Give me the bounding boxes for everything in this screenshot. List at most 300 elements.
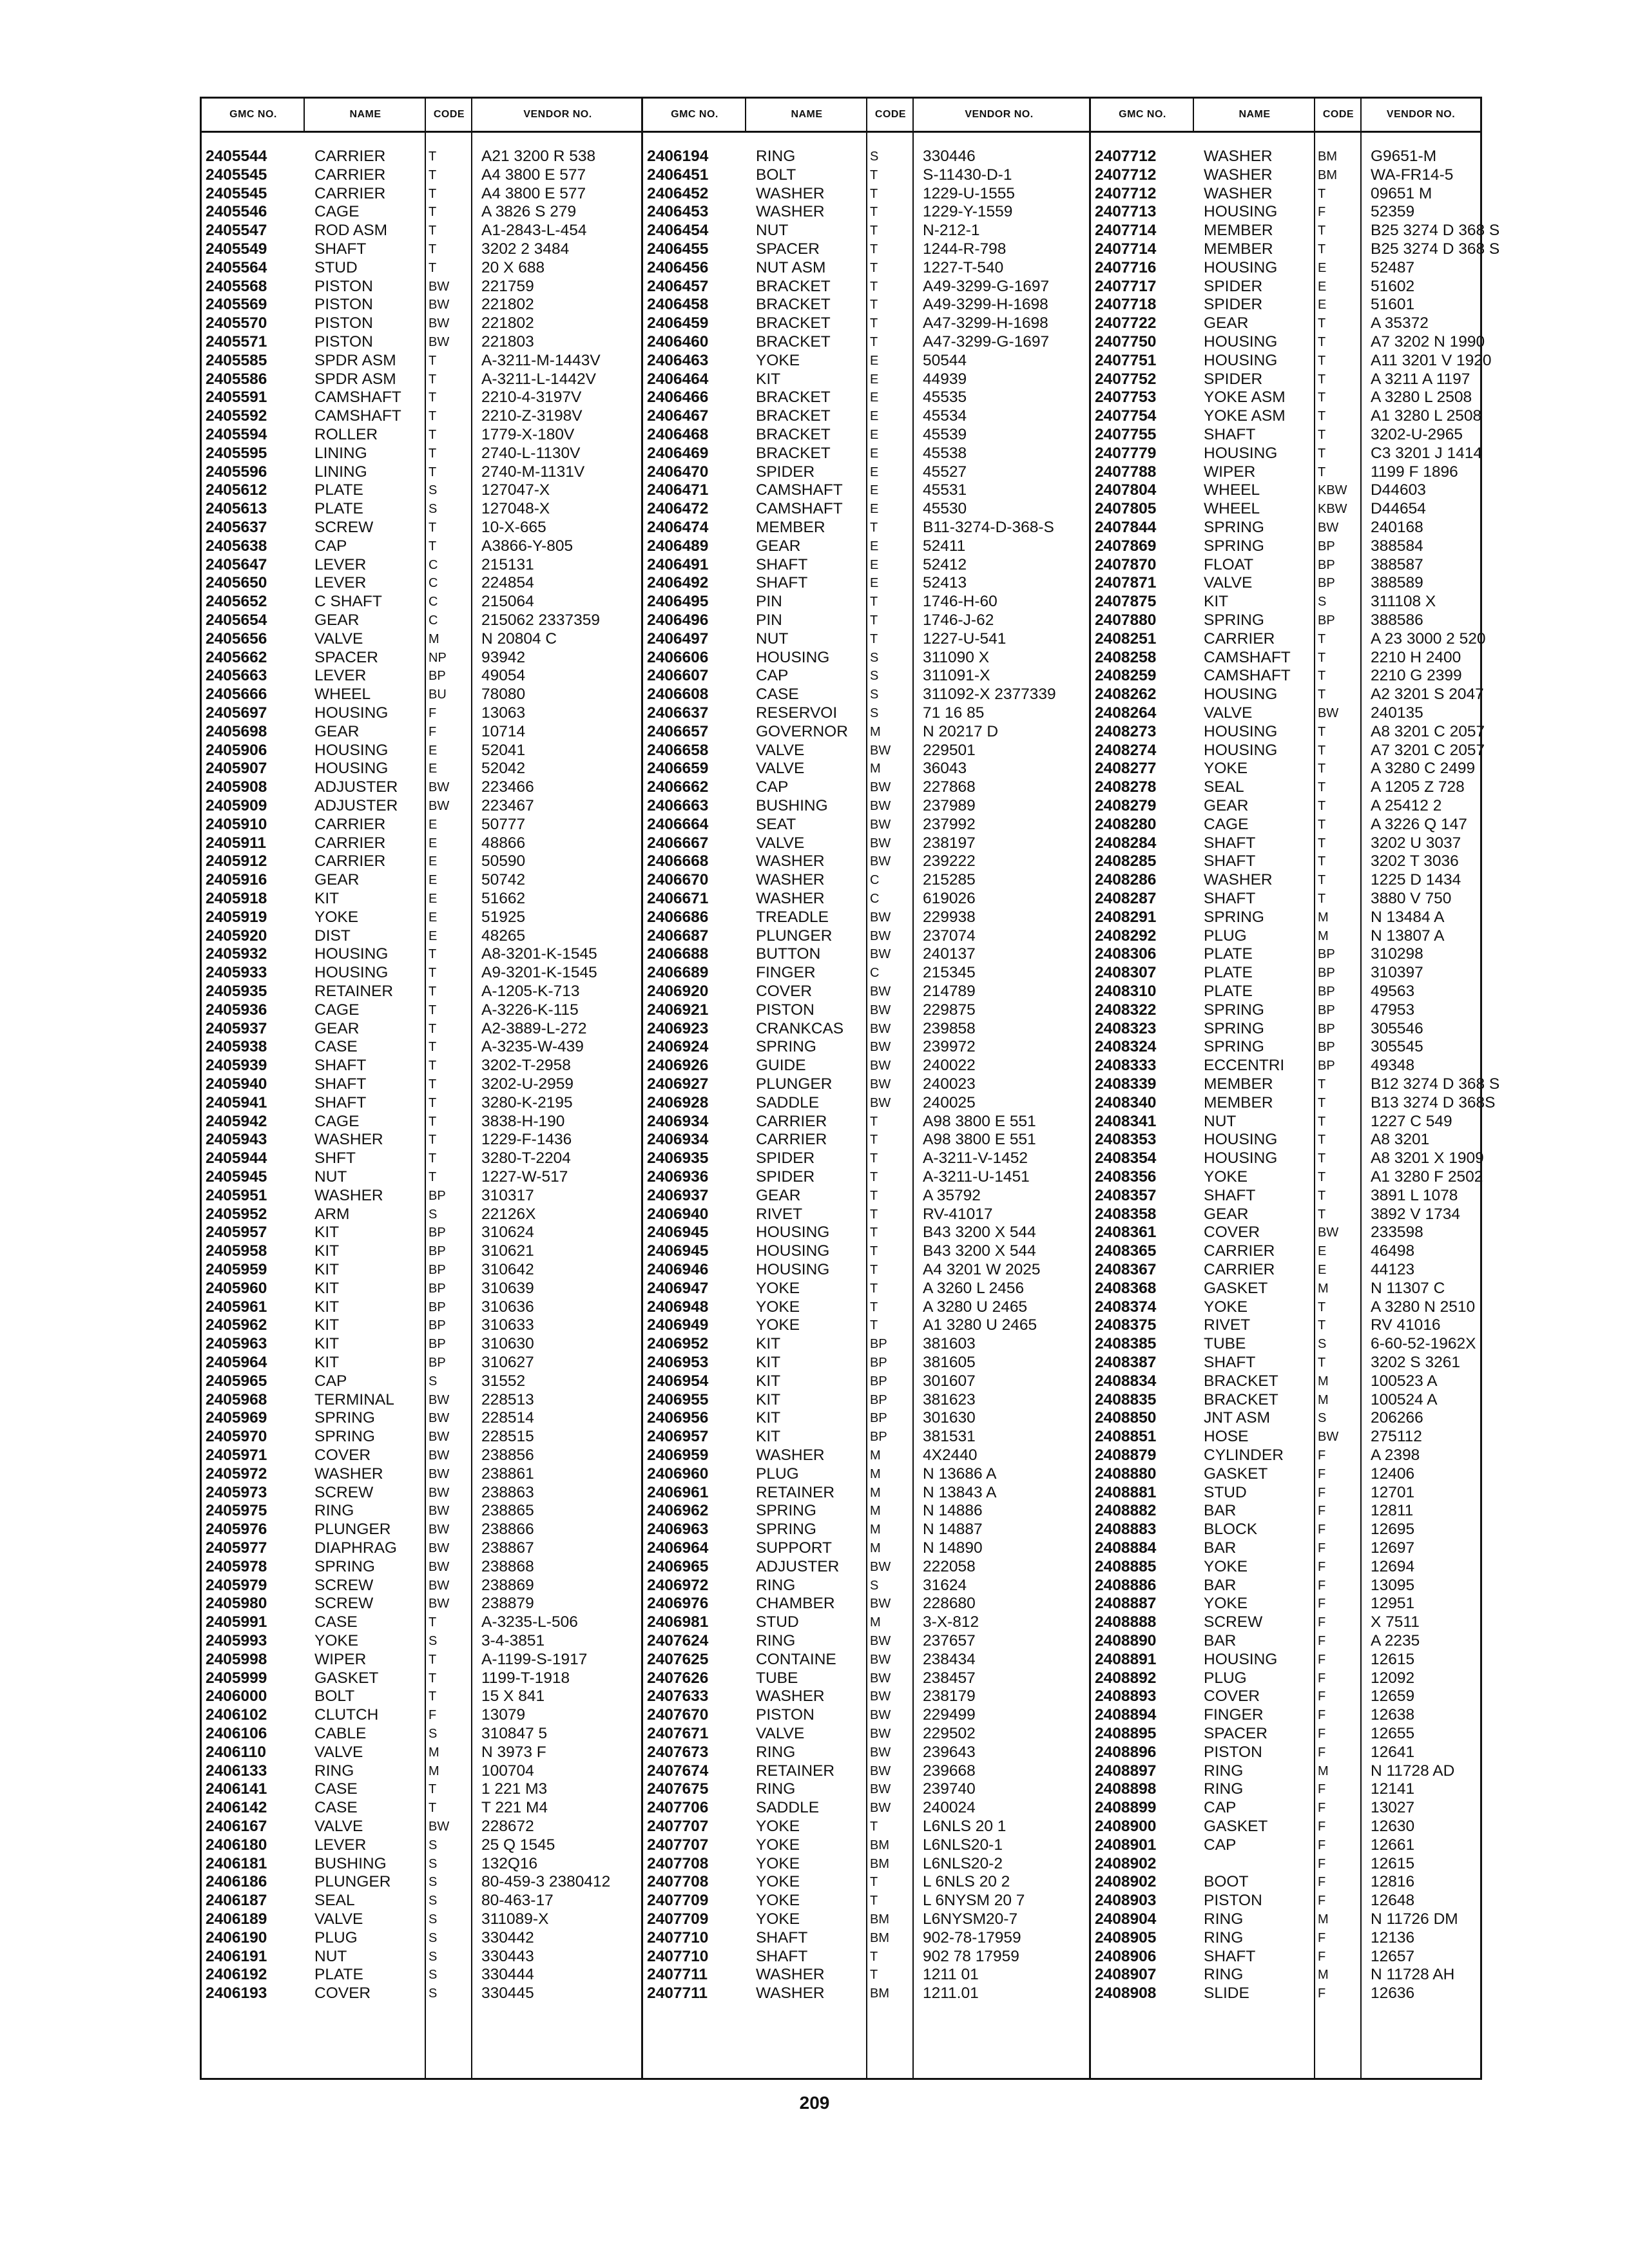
- cell-gmc: 2405654: [206, 611, 267, 629]
- cell-name: VALVE: [314, 1818, 363, 1835]
- cell-code: T: [1318, 353, 1326, 368]
- cell-name: RING: [1204, 1910, 1244, 1928]
- cell-vendor: N 20217 D: [923, 722, 999, 740]
- cell-name: WHEEL: [1204, 481, 1260, 499]
- cell-code: BW: [1318, 1430, 1339, 1445]
- cell-name: C SHAFT: [314, 593, 382, 611]
- cell-name: SCREW: [314, 519, 374, 536]
- cell-name: PLUG: [756, 1465, 799, 1483]
- cell-vendor: 3202-U-2965: [1371, 426, 1463, 443]
- cell-vendor: 311108 X: [1371, 593, 1436, 611]
- cell-name: CARRIER: [756, 1131, 827, 1149]
- cell-vendor: A 35792: [923, 1186, 981, 1204]
- cell-name: CAGE: [314, 203, 360, 221]
- cell-name: CAMSHAFT: [1204, 667, 1291, 685]
- cell-vendor: 619026: [923, 890, 976, 907]
- cell-name: STUD: [1204, 1483, 1247, 1501]
- cell-name: BAR: [1204, 1539, 1237, 1557]
- cell-code: BW: [429, 1411, 450, 1426]
- cell-name: GEAR: [1204, 1205, 1249, 1223]
- cell-vendor: A-3235-W-439: [481, 1038, 584, 1056]
- cell-vendor: RV 41016: [1371, 1316, 1441, 1334]
- cell-name: NUT: [314, 1947, 347, 1965]
- cell-vendor: 52359: [1371, 203, 1415, 221]
- cell-gmc: 2406940: [647, 1205, 709, 1223]
- cell-code: T: [870, 1225, 878, 1240]
- cell-gmc: 2406495: [647, 593, 709, 611]
- cell-code: BP: [1318, 966, 1335, 981]
- cell-vendor: 46498: [1371, 1242, 1415, 1260]
- cell-gmc: 2407670: [647, 1706, 709, 1724]
- cell-gmc: 2406920: [647, 983, 709, 1000]
- cell-code: F: [429, 1708, 437, 1723]
- cell-name: COVER: [314, 1446, 371, 1464]
- cell-vendor: 227868: [923, 778, 976, 796]
- cell-gmc: 2408905: [1095, 1928, 1157, 1946]
- cell-name: MEMBER: [1204, 240, 1273, 258]
- cell-code: KBW: [1318, 483, 1347, 498]
- cell-name: HOUSING: [1204, 444, 1278, 462]
- cell-name: RING: [1204, 1928, 1244, 1946]
- cell-code: BW: [870, 1021, 891, 1036]
- cell-gmc: 2407706: [647, 1799, 709, 1817]
- cell-vendor: 311092-X 2377339: [923, 686, 1056, 704]
- cell-gmc: 2405594: [206, 426, 267, 443]
- cell-gmc: 2406960: [647, 1465, 709, 1483]
- cell-vendor: 240137: [923, 945, 976, 963]
- cell-name: COVER: [1204, 1687, 1260, 1706]
- cell-vendor: N 13807 A: [1371, 927, 1445, 945]
- cell-gmc: 2405963: [206, 1335, 267, 1353]
- cell-name: ECCENTRI: [1204, 1057, 1285, 1075]
- cell-vendor: 51662: [481, 890, 526, 907]
- cell-code: M: [870, 1523, 881, 1537]
- cell-vendor: 12695: [1371, 1521, 1415, 1539]
- cell-code: T: [870, 260, 878, 275]
- cell-vendor: 45531: [923, 481, 967, 499]
- cell-name: SPRING: [314, 1557, 375, 1575]
- cell-name: VALVE: [314, 1743, 363, 1761]
- cell-vendor: 310397: [1371, 964, 1423, 982]
- cell-vendor: B25 3274 D 368 S: [1371, 240, 1500, 258]
- cell-name: PIN: [756, 611, 782, 629]
- cell-name: VALVE: [756, 834, 805, 852]
- cell-vendor: 3892 V 1734: [1371, 1205, 1460, 1223]
- cell-code: T: [870, 205, 878, 220]
- cell-gmc: 2408374: [1095, 1298, 1157, 1316]
- cell-code: F: [1318, 1949, 1326, 1964]
- cell-name: VALVE: [1204, 574, 1253, 592]
- cell-vendor: 228514: [481, 1409, 534, 1427]
- cell-name: KIT: [314, 1279, 340, 1297]
- cell-code: T: [429, 1671, 437, 1686]
- cell-name: SPIDER: [1204, 296, 1263, 314]
- cell-code: BW: [870, 1763, 891, 1778]
- cell-gmc: 2406464: [647, 370, 709, 388]
- cell-gmc: 2408385: [1095, 1335, 1157, 1353]
- cell-gmc: 2407750: [1095, 333, 1157, 351]
- cell-gmc: 2406000: [206, 1687, 267, 1706]
- cell-code: BW: [870, 1689, 891, 1704]
- cell-vendor: 221759: [481, 277, 534, 295]
- cell-vendor: A 35372: [1371, 314, 1429, 332]
- cell-vendor: B25 3274 D 368 S: [1371, 222, 1500, 240]
- cell-name: NUT ASM: [756, 258, 826, 276]
- cell-code: E: [429, 873, 438, 888]
- cell-gmc: 2405936: [206, 1001, 267, 1019]
- cell-gmc: 2405585: [206, 351, 267, 369]
- cell-code: BW: [429, 1597, 450, 1611]
- cell-vendor: 238861: [481, 1465, 534, 1483]
- cell-vendor: 45527: [923, 463, 967, 481]
- cell-name: CAMSHAFT: [314, 389, 401, 407]
- cell-code: BM: [870, 1912, 889, 1927]
- cell-code: M: [870, 1504, 881, 1519]
- cell-name: ADJUSTER: [314, 778, 398, 796]
- cell-vendor: 1229-U-1555: [923, 184, 1016, 202]
- cell-vendor: 311091-X: [923, 667, 990, 685]
- cell-name: CAGE: [1204, 815, 1249, 833]
- cell-vendor: 1211.01: [923, 1984, 979, 2003]
- cell-gmc: 2408353: [1095, 1131, 1157, 1149]
- cell-gmc: 2405935: [206, 983, 267, 1000]
- cell-name: SEAL: [314, 1892, 355, 1910]
- cell-gmc: 2405546: [206, 203, 267, 221]
- cell-vendor: 3280-T-2204: [481, 1149, 571, 1168]
- cell-gmc: 2408907: [1095, 1966, 1157, 1984]
- cell-name: SPACER: [1204, 1725, 1268, 1742]
- cell-vendor: 49348: [1371, 1057, 1415, 1075]
- cell-vendor: WA-FR14-5: [1371, 166, 1454, 184]
- cell-name: HOUSING: [756, 1224, 830, 1242]
- cell-gmc: 2406102: [206, 1706, 267, 1724]
- cell-name: SCREW: [1204, 1613, 1263, 1631]
- cell-vendor: 1746-H-60: [923, 593, 998, 611]
- cell-gmc: 2405961: [206, 1298, 267, 1316]
- cell-code: BW: [429, 1430, 450, 1445]
- cell-code: T: [1318, 316, 1326, 331]
- cell-name: SPRING: [314, 1428, 375, 1446]
- cell-gmc: 2405973: [206, 1483, 267, 1501]
- cell-gmc: 2405945: [206, 1168, 267, 1186]
- cell-code: E: [1318, 1244, 1327, 1259]
- cell-name: CAP: [1204, 1836, 1237, 1854]
- cell-code: F: [429, 706, 437, 720]
- cell-code: BW: [870, 1801, 891, 1816]
- cell-code: T: [429, 521, 437, 535]
- cell-gmc: 2406459: [647, 314, 709, 332]
- cell-vendor: 71 16 85: [923, 704, 985, 722]
- cell-name: KIT: [314, 1316, 340, 1334]
- cell-name: VALVE: [756, 1725, 805, 1742]
- cell-code: S: [429, 1374, 438, 1389]
- cell-vendor: 51925: [481, 908, 526, 926]
- cell-code: BP: [1318, 1059, 1335, 1073]
- cell-code: T: [870, 316, 878, 331]
- cell-gmc: 2407871: [1095, 574, 1157, 592]
- cell-vendor: 239858: [923, 1019, 976, 1037]
- cell-name: YOKE: [1204, 1168, 1248, 1186]
- cell-name: ADJUSTER: [756, 1557, 840, 1575]
- group-divider: [641, 99, 643, 2078]
- page-number: 209: [799, 2093, 830, 2113]
- cell-name: WHEEL: [314, 686, 371, 704]
- cell-name: SHAFT: [1204, 852, 1256, 870]
- cell-gmc: 2408273: [1095, 722, 1157, 740]
- cell-code: T: [870, 1300, 878, 1314]
- cell-code: BW: [429, 1541, 450, 1555]
- cell-code: F: [1318, 1801, 1326, 1816]
- cell-code: S: [429, 1912, 438, 1927]
- cell-vendor: 52412: [923, 555, 967, 573]
- cell-vendor: 206266: [1371, 1409, 1423, 1427]
- column-divider: [471, 99, 472, 2078]
- cell-vendor: N 14887: [923, 1521, 983, 1539]
- parts-table: [200, 97, 1500, 2080]
- cell-name: SPIDER: [756, 1168, 815, 1186]
- cell-vendor: A8 3201: [1371, 1131, 1430, 1149]
- cell-vendor: 310630: [481, 1335, 534, 1353]
- cell-code: S: [429, 1875, 438, 1890]
- cell-code: C: [429, 595, 438, 610]
- cell-gmc: 2406923: [647, 1019, 709, 1037]
- cell-gmc: 2408884: [1095, 1539, 1157, 1557]
- cell-name: KIT: [756, 1390, 781, 1408]
- cell-name: GASKET: [314, 1669, 379, 1687]
- cell-gmc: 2405906: [206, 741, 267, 759]
- cell-code: BP: [429, 669, 446, 684]
- cell-code: T: [1318, 390, 1326, 405]
- cell-vendor: 1199 F 1896: [1371, 463, 1458, 481]
- cell-gmc: 2406455: [647, 240, 709, 258]
- cell-code: M: [870, 724, 881, 739]
- cell-name: BRACKET: [756, 426, 831, 443]
- cell-gmc: 2405968: [206, 1390, 267, 1408]
- cell-code: BP: [1318, 1003, 1335, 1017]
- cell-gmc: 2405951: [206, 1186, 267, 1204]
- header-name: NAME: [349, 109, 381, 120]
- cell-gmc: 2407708: [647, 1873, 709, 1891]
- cell-vendor: 3202-T-2958: [481, 1057, 571, 1075]
- cell-code: T: [1318, 465, 1326, 479]
- cell-name: NUT: [756, 222, 789, 240]
- cell-gmc: 2407716: [1095, 258, 1157, 276]
- cell-name: YOKE: [756, 1836, 800, 1854]
- cell-vendor: 49563: [1371, 983, 1415, 1000]
- cell-vendor: 275112: [1371, 1428, 1422, 1446]
- cell-vendor: 238879: [481, 1595, 534, 1613]
- cell-name: PLUNGER: [314, 1521, 391, 1539]
- cell-vendor: N 13484 A: [1371, 908, 1445, 926]
- cell-vendor: 310624: [481, 1224, 534, 1242]
- cell-name: RETAINER: [314, 983, 394, 1000]
- cell-vendor: 3838-H-190: [481, 1112, 565, 1130]
- cell-gmc: 2407626: [647, 1669, 709, 1687]
- cell-gmc: 2405652: [206, 593, 267, 611]
- cell-gmc: 2405942: [206, 1112, 267, 1130]
- cell-gmc: 2408264: [1095, 704, 1157, 722]
- cell-vendor: 238457: [923, 1669, 976, 1687]
- cell-vendor: RV-41017: [923, 1205, 993, 1223]
- cell-gmc: 2405944: [206, 1149, 267, 1168]
- cell-name: SPRING: [1204, 1019, 1264, 1037]
- cell-vendor: 229875: [923, 1001, 976, 1019]
- cell-vendor: 3891 L 1078: [1371, 1186, 1458, 1204]
- cell-vendor: A7 3202 N 1990: [1371, 333, 1485, 351]
- cell-vendor: 240022: [923, 1057, 976, 1075]
- cell-vendor: 13079: [481, 1706, 526, 1724]
- cell-name: WHEEL: [1204, 500, 1260, 518]
- cell-vendor: A 3211 A 1197: [1371, 370, 1470, 388]
- cell-vendor: T 221 M4: [481, 1799, 548, 1817]
- cell-vendor: 45535: [923, 389, 967, 407]
- cell-gmc: 2408284: [1095, 834, 1157, 852]
- cell-gmc: 2408883: [1095, 1521, 1157, 1539]
- cell-gmc: 2406662: [647, 778, 709, 796]
- cell-vendor: 127048-X: [481, 500, 550, 518]
- cell-name: PLUG: [1204, 927, 1247, 945]
- cell-name: DIST: [314, 927, 351, 945]
- cell-code: T: [429, 1077, 437, 1091]
- cell-code: F: [1318, 1559, 1326, 1574]
- cell-name: HOUSING: [314, 741, 389, 759]
- cell-gmc: 2405663: [206, 667, 267, 685]
- cell-code: T: [429, 1689, 437, 1704]
- cell-gmc: 2406190: [206, 1928, 267, 1946]
- cell-code: T: [1318, 242, 1326, 256]
- cell-vendor: 310847 5: [481, 1725, 548, 1742]
- cell-code: E: [429, 910, 438, 925]
- cell-vendor: 330442: [481, 1928, 534, 1946]
- cell-gmc: 2408880: [1095, 1465, 1157, 1483]
- cell-name: KIT: [756, 1428, 781, 1446]
- cell-code: T: [870, 1875, 878, 1890]
- cell-gmc: 2408895: [1095, 1725, 1157, 1742]
- cell-gmc: 2408904: [1095, 1910, 1157, 1928]
- cell-code: T: [1318, 873, 1326, 888]
- cell-gmc: 2406688: [647, 945, 709, 963]
- cell-code: NP: [429, 650, 447, 665]
- cell-code: BP: [1318, 985, 1335, 999]
- cell-vendor: B43 3200 X 544: [923, 1242, 1036, 1260]
- cell-code: T: [1318, 1170, 1326, 1184]
- cell-name: SHFT: [314, 1149, 356, 1168]
- cell-code: T: [429, 1151, 437, 1166]
- cell-vendor: 229501: [923, 741, 976, 759]
- cell-gmc: 2406962: [647, 1502, 709, 1520]
- cell-name: WASHER: [314, 1131, 383, 1149]
- cell-code: BW: [870, 928, 891, 943]
- cell-vendor: A-3226-K-115: [481, 1001, 579, 1019]
- cell-vendor: 215345: [923, 964, 976, 982]
- cell-name: RIVET: [1204, 1316, 1251, 1334]
- cell-name: CASE: [756, 686, 799, 704]
- cell-gmc: 2406954: [647, 1372, 709, 1390]
- cell-vendor: 45534: [923, 407, 967, 425]
- cell-code: T: [429, 1801, 437, 1816]
- cell-name: RING: [314, 1762, 354, 1780]
- cell-name: TUBE: [756, 1669, 798, 1687]
- cell-vendor: N 11728 AD: [1371, 1762, 1455, 1780]
- cell-gmc: 2408286: [1095, 871, 1157, 889]
- cell-name: TUBE: [1204, 1335, 1246, 1353]
- cell-code: T: [429, 205, 437, 220]
- cell-code: M: [1318, 1912, 1329, 1927]
- cell-code: S: [429, 1930, 438, 1945]
- cell-code: T: [870, 242, 878, 256]
- cell-vendor: A1 3280 L 2508: [1371, 407, 1482, 425]
- cell-gmc: 2406952: [647, 1335, 709, 1353]
- cell-name: RETAINER: [756, 1762, 835, 1780]
- cell-gmc: 2408899: [1095, 1799, 1157, 1817]
- cell-vendor: 237992: [923, 815, 976, 833]
- header-code: CODE: [874, 109, 907, 120]
- cell-code: C: [429, 613, 438, 628]
- cell-vendor: X 7511: [1371, 1613, 1420, 1631]
- cell-name: CAMSHAFT: [756, 500, 843, 518]
- cell-name: PISTON: [756, 1706, 815, 1724]
- cell-gmc: 2407714: [1095, 222, 1157, 240]
- cell-vendor: A7 3201 C 2057: [1371, 741, 1485, 759]
- cell-code: F: [1318, 1671, 1326, 1686]
- cell-gmc: 2406463: [647, 351, 709, 369]
- cell-vendor: 1227 C 549: [1371, 1112, 1452, 1130]
- cell-name: HOUSING: [1204, 1650, 1278, 1668]
- cell-code: BP: [870, 1430, 887, 1445]
- cell-vendor: 80-463-17: [481, 1892, 554, 1910]
- cell-gmc: 2407707: [647, 1818, 709, 1835]
- cell-vendor: 12701: [1371, 1483, 1415, 1501]
- cell-gmc: 2405908: [206, 778, 267, 796]
- cell-gmc: 2407675: [647, 1780, 709, 1798]
- cell-vendor: L6NYSM20-7: [923, 1910, 1018, 1928]
- cell-name: WASHER: [756, 1446, 825, 1464]
- cell-gmc: 2406469: [647, 444, 709, 462]
- cell-code: T: [429, 1615, 437, 1630]
- cell-name: FINGER: [756, 964, 816, 982]
- cell-code: M: [870, 762, 881, 776]
- cell-vendor: 238869: [481, 1576, 534, 1594]
- cell-name: TERMINAL: [314, 1390, 394, 1408]
- cell-gmc: 2405975: [206, 1502, 267, 1520]
- cell-vendor: 237989: [923, 797, 976, 814]
- cell-vendor: A1 3280 U 2465: [923, 1316, 1037, 1334]
- cell-name: LINING: [314, 444, 367, 462]
- header-vendor: VENDOR NO.: [523, 109, 592, 120]
- cell-code: S: [429, 1838, 438, 1852]
- cell-vendor: 1225 D 1434: [1371, 871, 1461, 889]
- cell-code: T: [429, 1170, 437, 1184]
- cell-code: BP: [429, 1337, 446, 1352]
- cell-name: CARRIER: [314, 834, 386, 852]
- cell-code: BW: [429, 335, 450, 349]
- cell-vendor: N 11307 C: [1371, 1279, 1445, 1297]
- cell-name: SLIDE: [1204, 1984, 1249, 2003]
- cell-name: KIT: [314, 1335, 340, 1353]
- cell-gmc: 2406451: [647, 166, 709, 184]
- cell-name: SHAFT: [1204, 426, 1256, 443]
- cell-gmc: 2408310: [1095, 983, 1157, 1000]
- cell-vendor: N-212-1: [923, 222, 980, 240]
- cell-name: SPIDER: [1204, 370, 1263, 388]
- cell-gmc: 2406180: [206, 1836, 267, 1854]
- cell-code: S: [429, 1986, 438, 2001]
- cell-code: BW: [870, 1727, 891, 1741]
- cell-vendor: A 1205 Z 728: [1371, 778, 1465, 796]
- cell-name: YOKE: [756, 351, 800, 369]
- column-divider: [912, 99, 914, 2078]
- cell-code: BM: [870, 1838, 889, 1852]
